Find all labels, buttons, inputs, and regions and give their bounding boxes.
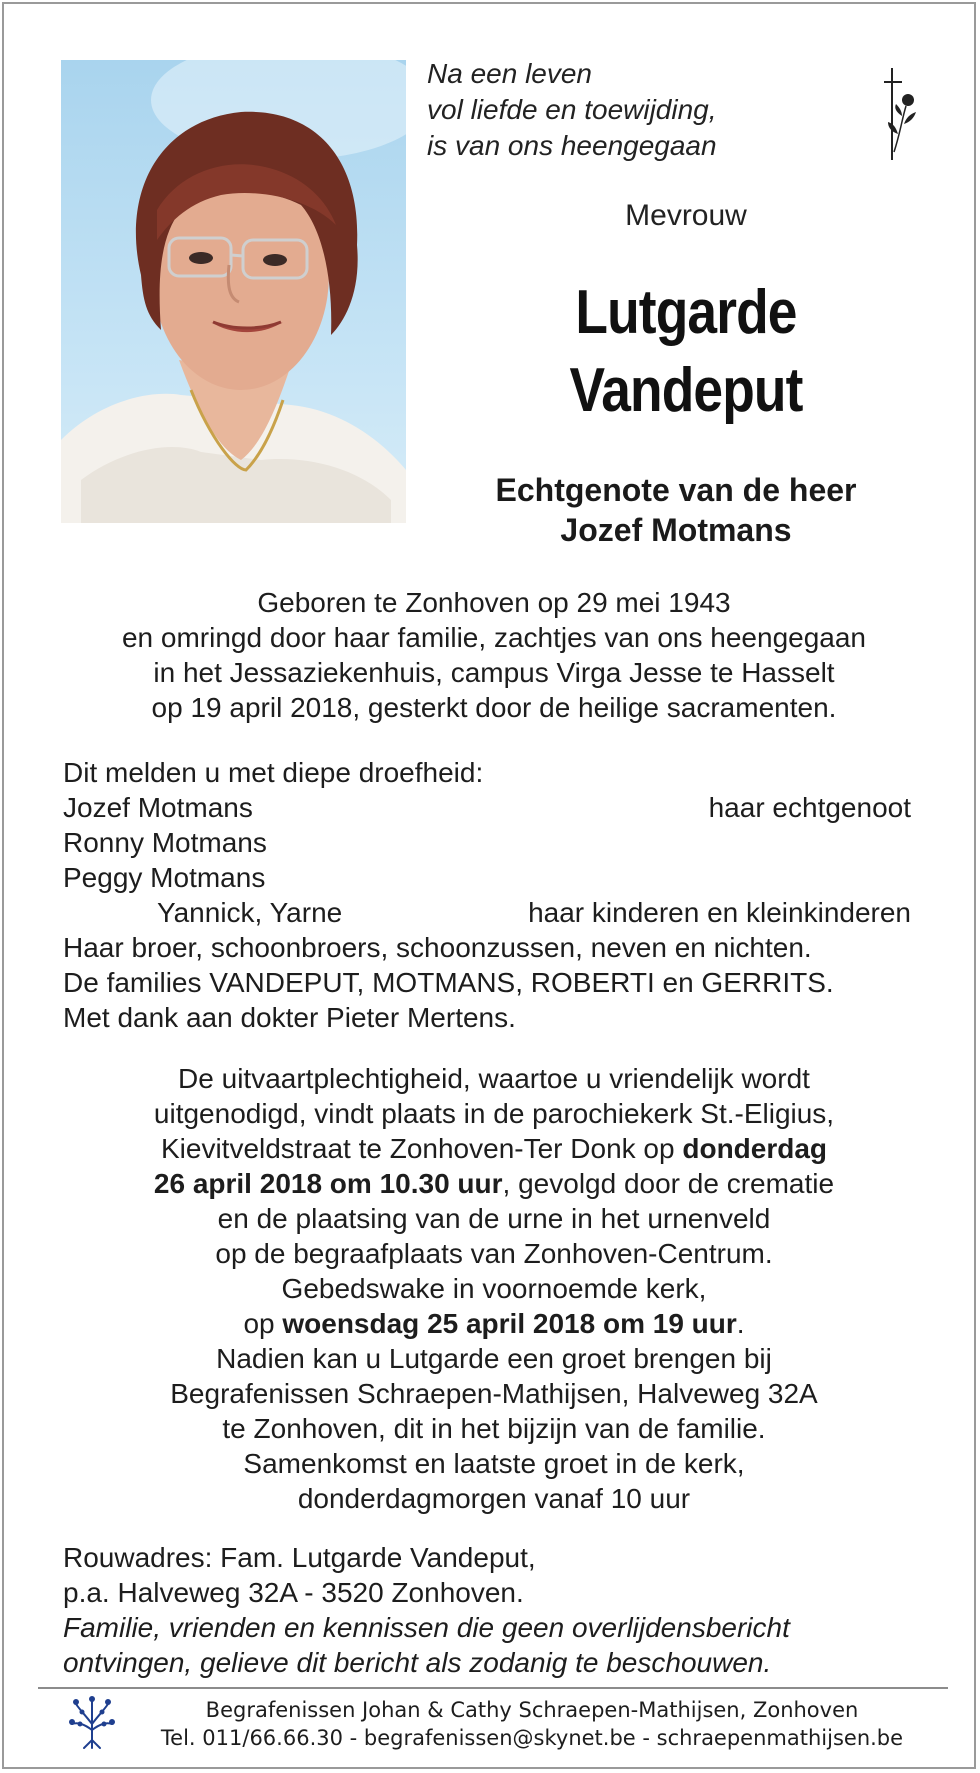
notice-line: ontvingen, gelieve dit bericht als zodanig te beschouwen.: [63, 1647, 772, 1678]
text-run: op: [243, 1308, 283, 1339]
notice-line: Familie, vrienden en kennissen die geen overlijdensbericht: [63, 1612, 790, 1643]
announce-intro: Dit melden u met diepe droefheid:: [63, 757, 484, 788]
paragraph-line: op 19 april 2018, gesterkt door de heilige sacramenten.: [151, 692, 837, 723]
paragraph-line: en omringd door haar familie, zachtjes van ons heengegaan: [121, 622, 867, 653]
family-announcement: [63, 755, 943, 1035]
husband-name: Jozef Motmans: [63, 792, 253, 823]
text-run: Kievitveldstraat te Zonhoven-Ter Donk op: [160, 1133, 683, 1164]
husband-role: haar echtgenoot: [708, 792, 911, 823]
paragraph-line: en de plaatsing van de urne in het urnenveld: [217, 1203, 771, 1234]
deceased-name: [514, 274, 858, 430]
birth-death-paragraph: [44, 585, 944, 725]
paragraph-line: [44, 1166, 944, 1201]
paragraph-line: Samenkomst en laatste groet in de kerk,: [243, 1448, 745, 1479]
paragraph-line: [44, 1131, 944, 1166]
paragraph-line: De uitvaartplechtigheid, waartoe u vriendelijk wordt: [178, 1063, 810, 1094]
funeral-home-footer: [122, 1696, 942, 1752]
address-block: [63, 1540, 943, 1680]
ceremony-paragraph: [44, 1061, 944, 1516]
footer-divider: [38, 1687, 948, 1689]
child-name: Peggy Motmans: [63, 862, 266, 893]
funeral-datetime: 26 april 2018 om 10.30 uur: [153, 1168, 503, 1199]
spouse-line: [436, 470, 916, 550]
spouse-caption: Echtgenote van de heer: [495, 472, 857, 508]
siblings-line: Haar broer, schoonbroers, schoonzussen, neven en nichten.: [63, 932, 812, 963]
paragraph-line: Gebedswake in voornoemde kerk,: [281, 1273, 707, 1304]
cross-rose-icon: [876, 64, 920, 164]
quote-line: vol liefde en toewijding,: [427, 94, 717, 125]
paragraph-line: Nadien kan u Lutgarde een groet brengen bij: [216, 1343, 772, 1374]
paragraph-line: Geboren te Zonhoven op 29 mei 1943: [257, 587, 731, 618]
portrait-photo: [61, 60, 406, 523]
funeral-home-contact: Tel. 011/66.66.30 - begrafenissen@skynet.be - schraepenmathijsen.be: [160, 1726, 904, 1750]
paragraph-line: in het Jessaziekenhuis, campus Virga Jesse te Hasselt: [153, 657, 835, 688]
tree-logo-icon: [66, 1694, 118, 1750]
families-line: De families VANDEPUT, MOTMANS, ROBERTI en GERRITS.: [63, 967, 834, 998]
funeral-day: donderdag: [682, 1133, 828, 1164]
grandchildren-names: Yannick, Yarne: [157, 897, 343, 928]
paragraph-line: donderdagmorgen vanaf 10 uur: [297, 1483, 691, 1514]
paragraph-line: [44, 1306, 944, 1341]
children-role: haar kinderen en kleinkinderen: [528, 897, 911, 928]
spouse-name: Jozef Motmans: [560, 512, 792, 548]
paragraph-line: uitgenodigd, vindt plaats in de parochiekerk St.-Eligius,: [153, 1098, 835, 1129]
last-name: Vandeput: [569, 356, 803, 425]
paragraph-line: op de begraafplaats van Zonhoven-Centrum.: [215, 1238, 773, 1269]
text-run: , gevolgd door de crematie: [502, 1168, 835, 1199]
paragraph-line: Begrafenissen Schraepen-Mathijsen, Halveweg 32A: [170, 1378, 818, 1409]
mourning-address: p.a. Halveweg 32A - 3520 Zonhoven.: [63, 1577, 524, 1608]
wake-datetime: woensdag 25 april 2018 om 19 uur: [282, 1308, 737, 1339]
opening-quote: [427, 56, 827, 164]
mourning-address: Rouwadres: Fam. Lutgarde Vandeput,: [63, 1542, 536, 1573]
quote-line: is van ons heengegaan: [427, 130, 717, 161]
funeral-home-name: Begrafenissen Johan & Cathy Schraepen-Mathijsen, Zonhoven: [205, 1698, 859, 1722]
first-name: Lutgarde: [575, 278, 797, 347]
text-run: .: [736, 1308, 745, 1339]
honorific: Mevrouw: [625, 199, 747, 232]
child-name: Ronny Motmans: [63, 827, 267, 858]
thanks-line: Met dank aan dokter Pieter Mertens.: [63, 1002, 516, 1033]
obituary-card: [2, 2, 976, 1769]
paragraph-line: te Zonhoven, dit in het bijzijn van de familie.: [222, 1413, 766, 1444]
quote-line: Na een leven: [427, 58, 593, 89]
